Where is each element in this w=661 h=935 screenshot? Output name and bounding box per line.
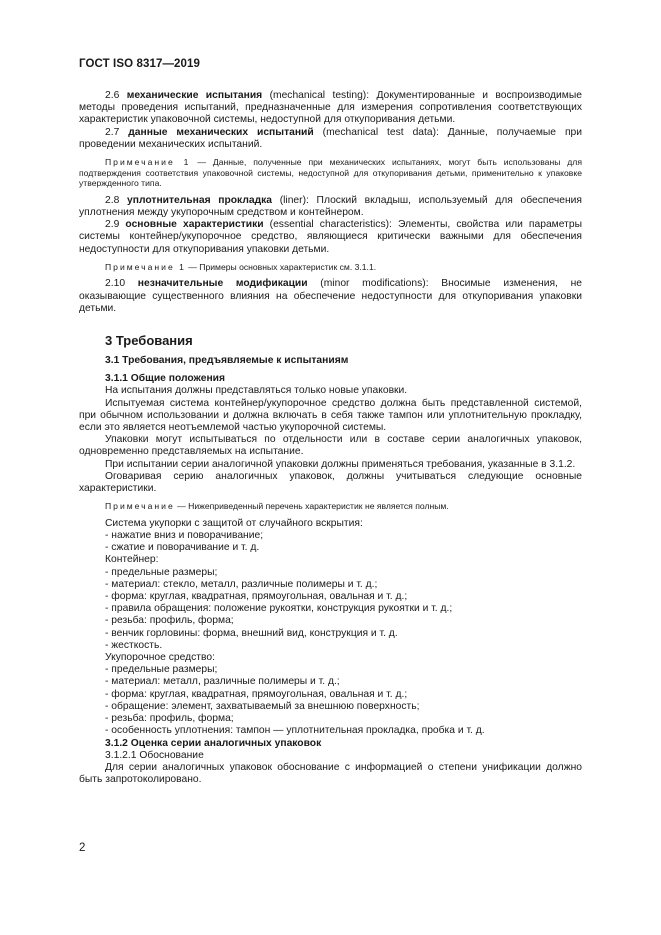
section-3-1-2-1-heading: 3.1.2.1 Обоснование [105,749,204,761]
list-item: - обращение: элемент, захватываемый за внешнюю поверхность; [105,700,420,712]
list-item: - материал: стекло, металл, различные полимеры и т. д.; [105,578,378,590]
list-item: - форма: круглая, квадратная, прямоугольная, овальная и т. д.; [105,688,408,700]
definition-2-6: 2.6 механические испытания (mechanical testing): Документированные и воспроизводимые методы проведения испытаний, предназначенные для измерения сопротивления соответствующих характеристик упаковочной системы, недоступной для откупоривания детьми. [79,90,582,126]
list-item: - резьба: профиль, форма; [105,615,234,627]
section-3-1-1-heading: 3.1.1 Общие положения [105,373,225,385]
definition-2-7: 2.7 данные механических испытаний (mechanical test data): Данные, получаемые при проведении механических испытаний. [79,126,582,150]
paragraph: При испытании серии аналогичной упаковки должны применяться требования, указанные в 3.1.2. [105,458,576,470]
paragraph: На испытания должны представляться только новые упаковки. [105,385,408,397]
list-item: - венчик горловины: форма, внешний вид, конструкция и т. д. [105,627,398,639]
list-item: - форма: круглая, квадратная, прямоугольная, овальная и т. д.; [105,591,408,603]
list-item: - предельные размеры; [105,664,218,676]
list-item: - нажатие вниз и поворачивание; [105,530,264,542]
document-header: ГОСТ ISO 8317—2019 [79,58,201,70]
list-item: - резьба: профиль, форма; [105,713,234,725]
list-item: - особенность уплотнения: тампон — уплотнительная прокладка, пробка и т. д. [105,725,485,737]
note-2-7: Примечание 1 — Данные, полученные при механических испытаниях, могут быть использованы для подтверждения соответствия упаковочной системы, недоступной для откупоривания детьми, применительно к упаковке утвержденного типа. [79,157,582,189]
closure-label: Укупорочное средство: [105,652,215,664]
term: незначительные модификации [137,278,308,290]
term: данные механических испытаний [128,126,314,138]
note-2-9: Примечание 1 — Примеры основных характеристик см. 3.1.1. [105,261,377,272]
paragraph: Для серии аналогичных упаковок обоснование с информацией о степени унификации должно быть запротоколировано. [79,761,582,786]
list-item: - материал: металл, различные полимеры и т. д.; [105,676,340,688]
page-content [79,90,582,786]
page-number: 2 [79,842,86,854]
list-item: - предельные размеры; [105,566,218,578]
definition-2-9: 2.9 основные характеристики (essential characteristics): Элементы, свойства или параметры системы контейнер/укупорочное средство, являющиеся критически важными для обеспечения недоступности для откупоривания упаковки детьми. [79,219,582,255]
note-3-1-1: Примечание — Нижеприведенный перечень характеристик не является полным. [105,501,449,512]
paragraph: Испытуемая система контейнер/укупорочное средство должна быть представленной системой, при обычном использовании и должна включать в себя также тампон или уплотнительную прокладку, если это является неотъемлемой частью укупорочной системы. [79,397,582,434]
term: уплотнительная прокладка [127,194,273,206]
list-intro: Система укупорки с защитой от случайного вскрытия: [105,517,363,529]
paragraph: Упаковки могут испытываться по отдельности или в составе серии аналогичных упаковок, одновременно представляемых на испытание. [79,434,582,458]
section-3-heading: 3 Требования [105,333,193,349]
paragraph: Оговаривая серию аналогичных упаковок, должны учитываться следующие основные характеристики. [79,470,582,495]
term: механические испытания [126,90,263,101]
definition-2-10: 2.10 незначительные модификации (minor modifications): Вносимые изменения, не оказывающие существенного влияния на обеспечение недоступности для откупоривания упаковки детьми. [79,278,583,314]
definition-2-8: 2.8 уплотнительная прокладка (liner): Плоский вкладыш, используемый для обеспечения уплотнения между укупорочным средством и контейнером. [79,194,582,218]
list-item: - сжатие и поворачивание и т. д. [105,542,260,554]
list-item: - жесткость. [105,639,163,651]
term: основные характеристики [125,219,264,231]
section-3-1-heading: 3.1 Требования, предъявляемые к испытаниям [105,355,349,367]
list-item: - правила обращения: положение рукоятки, конструкция рукоятки и т. д.; [105,603,453,615]
section-3-1-2-heading: 3.1.2 Оценка серии аналогичных упаковок [105,737,322,749]
container-label: Контейнер: [105,554,159,566]
